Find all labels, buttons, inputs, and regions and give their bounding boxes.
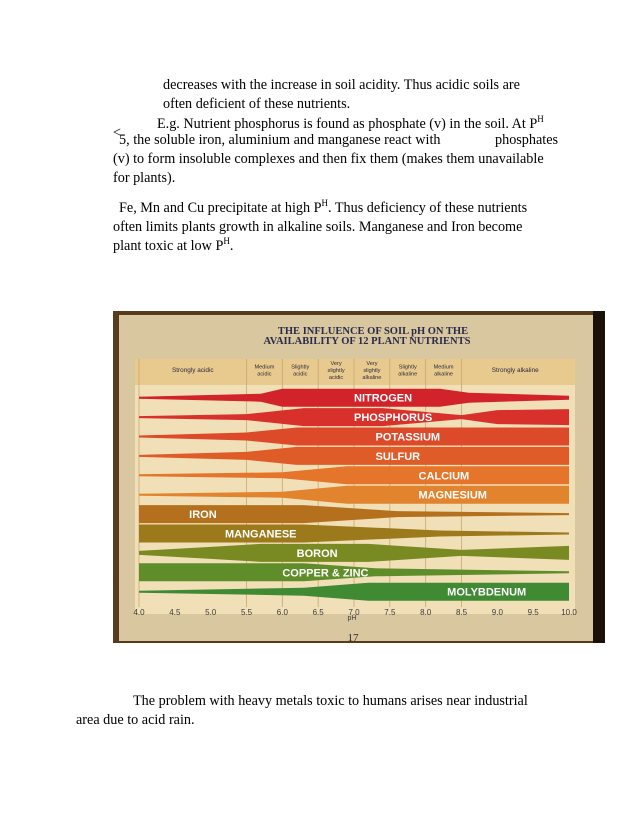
superscript: H — [223, 236, 230, 246]
range-label: Strongly alkaline — [491, 367, 539, 374]
range-label: acidic — [328, 375, 344, 382]
range-label: alkaline — [362, 375, 382, 382]
superscript: H — [537, 114, 544, 124]
text-line — [119, 199, 527, 219]
nutrient-label: BORON — [296, 547, 338, 560]
x-axis-label: pH — [347, 615, 357, 622]
x-tick-label: 9.5 — [527, 608, 539, 617]
nutrient-label: PHOSPHORUS — [354, 412, 433, 425]
x-tick-label: 6.0 — [276, 608, 288, 617]
x-tick-label: 7.0 — [348, 608, 360, 617]
less-than-symbol: < — [113, 125, 122, 141]
nutrient-availability-chart — [113, 311, 605, 643]
x-tick-label: 8.5 — [455, 608, 468, 617]
x-tick-label: 10.0 — [561, 608, 577, 617]
text-line — [113, 237, 233, 257]
text-line: (v) to form insoluble complexes and then fix them (makes them unavailable — [113, 151, 544, 167]
text-line: phosphates — [495, 132, 559, 148]
text-line: decreases with the increase in soil acidity. Thus acidic soils are — [163, 77, 520, 93]
x-tick-label: 9.0 — [491, 608, 503, 617]
range-label: alkaline — [398, 371, 418, 378]
nutrient-label: NITROGEN — [354, 392, 413, 405]
x-tick-label: 4.0 — [133, 608, 145, 617]
slide-edge-shadow — [593, 311, 605, 643]
x-tick-label: 5.0 — [205, 608, 217, 617]
x-tick-label: 4.5 — [169, 608, 181, 617]
text-line: area due to acid rain. — [76, 712, 195, 728]
nutrient-label: MOLYBDENUM — [447, 586, 527, 599]
text-line: often limits plants growth in alkaline soils. Manganese and Iron become — [113, 219, 523, 235]
x-tick-label: 8.0 — [420, 608, 432, 617]
text-run: Fe, Mn and Cu precipitate at high P — [119, 200, 322, 216]
nutrient-availability-figure — [113, 311, 605, 643]
text-line: 5, the soluble iron, aluminium and manganese react with — [119, 132, 441, 148]
range-label: alkaline — [434, 371, 454, 378]
nutrient-label: SULFUR — [375, 450, 421, 463]
nutrient-label: CALCIUM — [418, 470, 470, 483]
range-label: Strongly acidic — [171, 367, 214, 374]
nutrient-label: MANGANESE — [225, 528, 297, 541]
range-label: Slightly — [291, 364, 310, 371]
nutrient-label: MAGNESIUM — [418, 489, 487, 502]
range-label: Medium — [433, 364, 454, 371]
range-label: slightly — [363, 368, 381, 374]
text-line: The problem with heavy metals toxic to humans arises near industrial — [133, 693, 528, 709]
slide-page-number: 17 — [347, 632, 359, 643]
text-run: E.g. Nutrient phosphorus is found as phosphate (v) in the soil. At P — [157, 116, 538, 132]
range-label: Very — [366, 360, 378, 367]
nutrient-label: IRON — [189, 509, 217, 522]
nutrient-label: POTASSIUM — [375, 431, 441, 444]
chart-title-line2: AVAILABILITY OF 12 PLANT NUTRIENTS — [263, 336, 471, 347]
range-label: Medium — [254, 364, 275, 371]
nutrient-label: COPPER & ZINC — [282, 567, 369, 580]
range-label: acidic — [293, 371, 308, 378]
text-line: for plants). — [113, 170, 176, 186]
range-label: slightly — [327, 368, 345, 374]
text-run: . — [229, 238, 234, 254]
range-label: Slightly — [398, 364, 417, 371]
chart-title-line1: THE INFLUENCE OF SOIL pH ON THE — [277, 326, 469, 337]
text-run: plant toxic at low P — [113, 238, 224, 254]
text-line: often deficient of these nutrients. — [163, 96, 351, 112]
x-tick-label: 7.5 — [384, 608, 396, 617]
x-tick-label: 5.5 — [240, 608, 253, 617]
range-label: Very — [330, 360, 342, 367]
superscript: H — [321, 198, 329, 208]
range-label: acidic — [257, 371, 272, 378]
x-tick-label: 6.5 — [312, 608, 324, 617]
text-run: . Thus deficiency of these nutrients — [328, 200, 528, 216]
